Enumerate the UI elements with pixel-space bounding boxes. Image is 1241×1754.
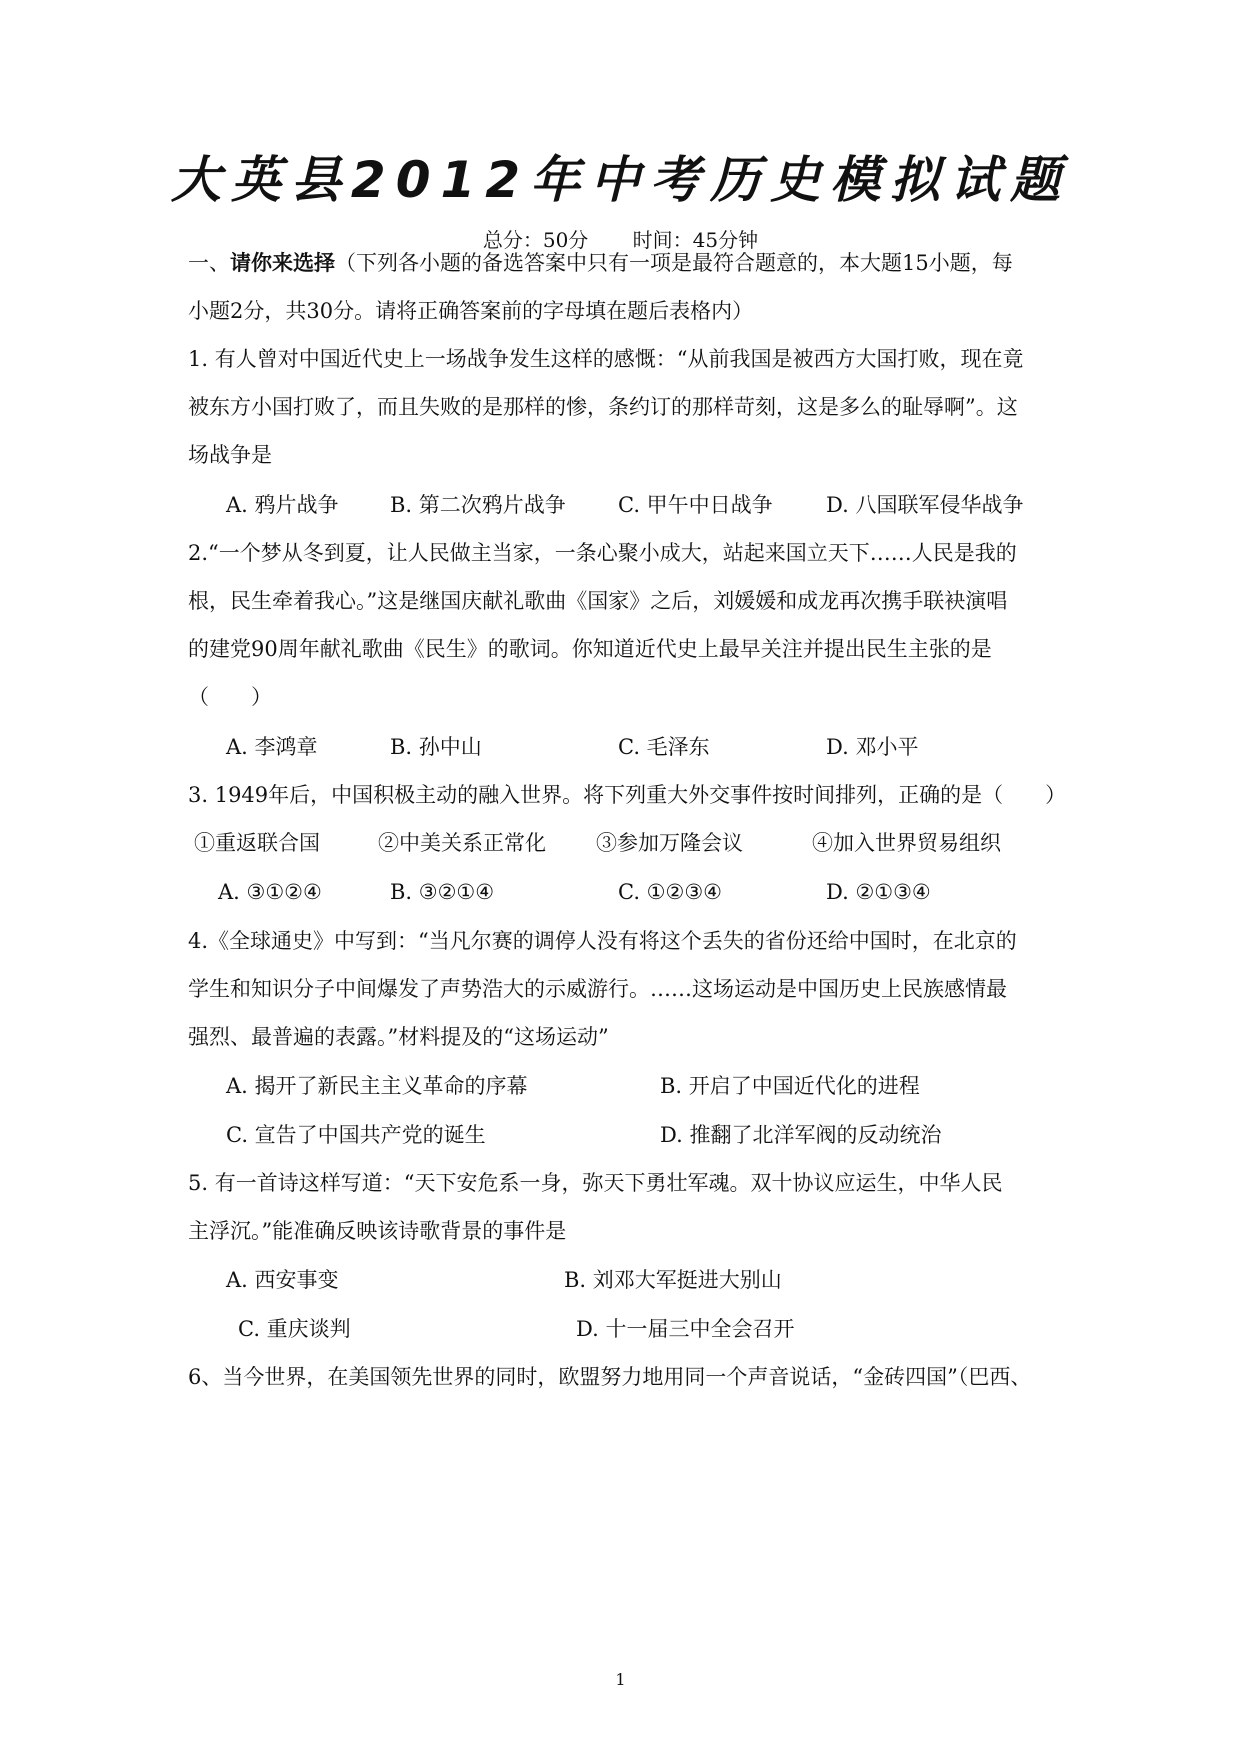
q5-line-2: 主浮沉。”能准确反映该诗歌背景的事件是: [188, 1219, 567, 1243]
q3-option-a: A. ③①②④: [218, 880, 322, 904]
q3-option-c: C. ①②③④: [618, 880, 722, 904]
total-score: 总分：50分: [482, 228, 589, 252]
q3-option-b: B. ③②①④: [390, 880, 495, 904]
q1-line-3: 场战争是: [188, 443, 272, 467]
q4-option-a: A. 揭开了新民主主义革命的序幕: [226, 1074, 528, 1098]
q4-option-b: B. 开启了中国近代化的进程: [660, 1074, 920, 1098]
q5-line-1: 5. 有一首诗这样写道：“天下安危系一身，弥天下勇壮军魂。双十协议应运生，中华人民: [188, 1171, 1003, 1195]
q5-option-d: D. 十一届三中全会召开: [576, 1317, 795, 1341]
q3-option-d: D. ②①③④: [826, 880, 931, 904]
q3-item-3: ③参加万隆会议: [596, 831, 743, 855]
q2-option-a: A. 李鸿章: [226, 735, 318, 759]
q2-option-b: B. 孙中山: [390, 735, 482, 759]
q2-option-c: C. 毛泽东: [618, 735, 710, 759]
q4-option-c: C. 宣告了中国共产党的诞生: [226, 1123, 486, 1147]
q3-line-1: 3. 1949年后，中国积极主动的融入世界。将下列重大外交事件按时间排列，正确的是（ ）: [188, 783, 1067, 807]
q3-item-1: ①重返联合国: [194, 831, 320, 855]
q4-line-1: 4.《全球通史》中写到：“当凡尔赛的调停人没有将这个丢失的省份还给中国时，在北京的: [188, 929, 1017, 953]
q4-option-d: D. 推翻了北洋军阀的反动统治: [660, 1123, 942, 1147]
page-number: 1: [615, 1670, 626, 1689]
q5-option-a: A. 西安事变: [226, 1268, 339, 1292]
q1-option-d: D. 八国联军侵华战争: [826, 493, 1024, 517]
q1-line-2: 被东方小国打败了，而且失败的是那样的惨，条约订的那样苛刻，这是多么的耻辱啊”。这: [188, 395, 1018, 419]
page-title: 大英县2012年中考历史模拟试题: [170, 151, 1071, 209]
section-desc-1: （下列各小题的备选答案中只有一项是最符合题意的，本大题15小题，每: [335, 251, 1013, 275]
section-prefix: 一、: [188, 251, 230, 275]
q2-line-1: 2.“一个梦从冬到夏，让人民做主当家，一条心聚小成大，站起来国立天下……人民是我的: [188, 541, 1017, 565]
exam-time: 时间：45分钟: [632, 228, 759, 252]
q5-option-c: C. 重庆谈判: [238, 1317, 351, 1341]
q1-option-a: A. 鸦片战争: [226, 493, 339, 517]
section-desc-2: 小题2分，共30分。请将正确答案前的字母填在题后表格内）: [188, 299, 754, 323]
q1-option-c: C. 甲午中日战争: [618, 493, 773, 517]
q2-line-2: 根，民生牵着我心。”这是继国庆献礼歌曲《国家》之后，刘媛媛和成龙再次携手联袂演唱: [188, 589, 1008, 613]
q1-option-b: B. 第二次鸦片战争: [390, 493, 566, 517]
q3-item-2: ②中美关系正常化: [378, 831, 546, 855]
q4-line-2: 学生和知识分子中间爆发了声势浩大的示威游行。……这场运动是中国历史上民族感情最: [188, 977, 1007, 1001]
q2-line-3: 的建党90周年献礼歌曲《民生》的歌词。你知道近代史上最早关注并提出民生主张的是: [188, 637, 992, 661]
q4-line-3: 强烈、最普遍的表露。”材料提及的“这场运动”: [188, 1025, 609, 1049]
section-heading: 请你来选择: [230, 250, 335, 275]
q3-item-4: ④加入世界贸易组织: [812, 831, 1001, 855]
q6-line-1: 6、当今世界，在美国领先世界的同时，欧盟努力地用同一个声音说话，“金砖四国”（巴西、: [188, 1365, 1032, 1389]
q2-line-4: （ ）: [188, 685, 272, 709]
q5-option-b: B. 刘邓大军挺进大别山: [564, 1268, 782, 1292]
q1-line-1: 1. 有人曾对中国近代史上一场战争发生这样的感慨：“从前我国是被西方大国打败，现在竟: [188, 347, 1024, 371]
q2-option-d: D. 邓小平: [826, 735, 919, 759]
section-header: [188, 248, 1013, 278]
